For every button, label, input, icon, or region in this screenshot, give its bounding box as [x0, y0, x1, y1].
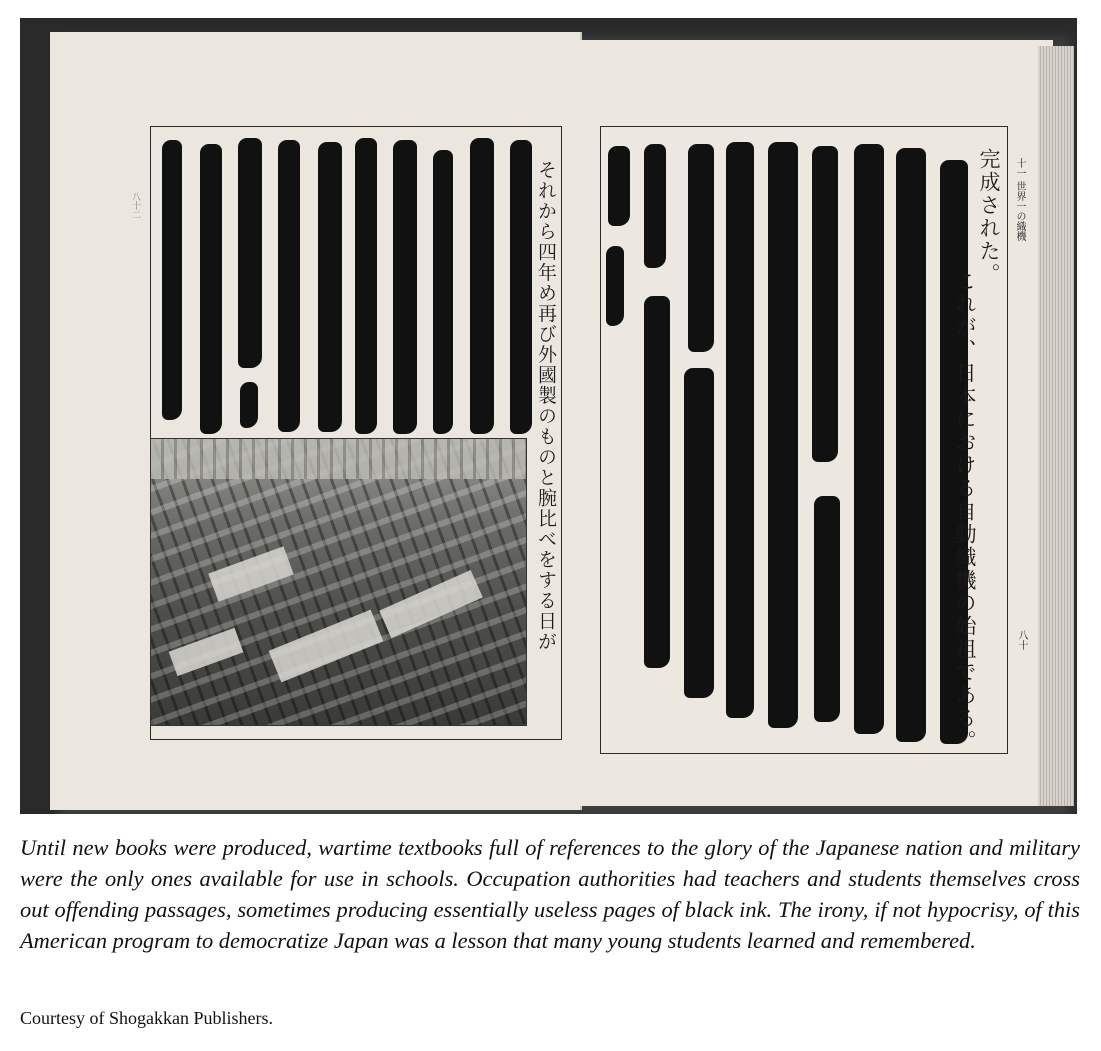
ink-bar [608, 146, 630, 226]
right-page [578, 40, 1053, 806]
loom-cloth [269, 610, 384, 683]
right-page-number: 八十 [1016, 630, 1027, 650]
ink-bar [644, 144, 666, 268]
ink-bar [200, 144, 222, 434]
ink-bar [896, 148, 926, 742]
loom-cloth [169, 628, 244, 676]
right-page-text-1: 完成された。 [977, 148, 1001, 286]
ink-bar [854, 144, 884, 734]
ink-bar [510, 140, 532, 434]
ink-bar [768, 142, 798, 728]
ink-bar [238, 138, 262, 368]
censored-textbook-photo [20, 18, 1077, 814]
loom-cloth [208, 546, 293, 602]
ink-bar [318, 142, 342, 432]
ink-bar [240, 382, 258, 428]
book-page-edges [1038, 46, 1074, 806]
ink-bar [812, 146, 838, 462]
photo-credit: Courtesy of Shogakkan Publishers. [20, 1008, 273, 1028]
loom-cloth [379, 570, 483, 638]
ink-bar [470, 138, 494, 434]
ink-bar [355, 138, 377, 434]
ink-bar [814, 496, 840, 722]
figure-caption: Until new books were produced, wartime textbooks full of references to the glory of the Japanese nation and military were the only ones available for use in schools. Occupation authorities had teachers and students themselves cross out offending passages, sometimes producing essentially useless pages of black ink. The irony, if not hypocrisy, of this American program to democratize Japan was a lesson that many young students learned and remembered. [20, 835, 1080, 953]
ink-bar [433, 150, 453, 434]
ink-bar [393, 140, 417, 434]
left-page-text: それから四年め再び外國製のものと腕比べをする日が [535, 160, 557, 652]
right-page-text-2: これが、日本における自動織機の始祖である。 [953, 270, 977, 753]
ink-bar [606, 246, 624, 326]
right-page-header: 十一 世界一の織機 [1014, 158, 1025, 242]
ink-bar [688, 144, 714, 352]
ink-bar [278, 140, 300, 432]
ink-bar [644, 296, 670, 668]
ink-bar [162, 140, 182, 420]
left-page-number: 八十二 [130, 192, 140, 219]
ink-bar [684, 368, 714, 698]
ink-bar [726, 142, 754, 718]
factory-roof [151, 439, 526, 479]
loom-factory-photo [150, 438, 527, 726]
